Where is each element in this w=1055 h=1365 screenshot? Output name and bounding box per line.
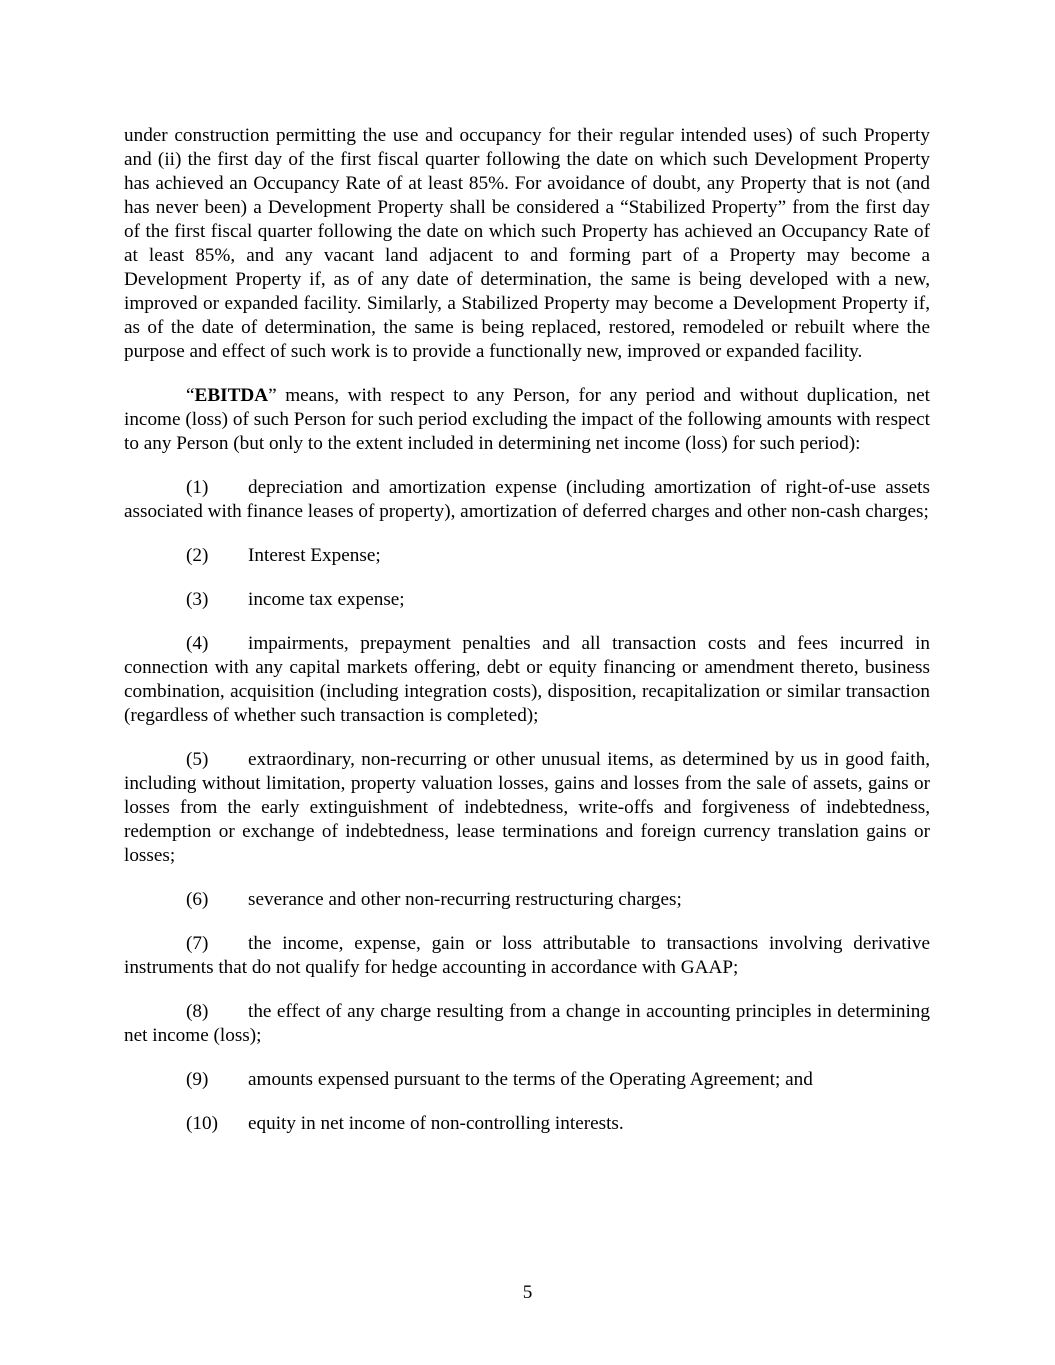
- item-text: the income, expense, gain or loss attributable to transactions involving derivative instruments that do not qualify for hedge accounting in accordance with GAAP;: [124, 933, 930, 978]
- list-item-9: [124, 1068, 930, 1092]
- definition-text: ” means, with respect to any Person, for any period and without duplication, net income (loss) of such Person for such period excluding the impact of the following amounts with respect to any Person (but only to the extent included in determining net income (loss) for such period):: [124, 385, 930, 454]
- item-text: equity in net income of non-controlling interests.: [248, 1113, 624, 1134]
- list-item-7: [124, 932, 930, 980]
- item-number: (7): [186, 933, 209, 954]
- list-item-10: [124, 1112, 930, 1136]
- item-number: (10): [186, 1113, 218, 1134]
- list-item-8: [124, 1000, 930, 1048]
- list-item-2: [124, 544, 930, 568]
- item-number: (6): [186, 889, 209, 910]
- list-item-5: [124, 748, 930, 868]
- item-text: income tax expense;: [248, 589, 405, 610]
- ebitda-definition: [124, 384, 930, 456]
- item-text: depreciation and amortization expense (including amortization of right-of-use assets associated with finance leases of property), amortization of deferred charges and other non-cash charges;: [124, 477, 930, 522]
- definition-paragraph-block: [124, 384, 930, 456]
- document-page: [124, 124, 930, 1136]
- item-number: (9): [186, 1069, 209, 1090]
- item-text: amounts expensed pursuant to the terms of the Operating Agreement; and: [248, 1069, 813, 1090]
- page-number: 5: [522, 1282, 533, 1303]
- item-number: (2): [186, 545, 209, 566]
- list-item-4: [124, 632, 930, 728]
- item-number: (5): [186, 749, 209, 770]
- item-text: Interest Expense;: [248, 545, 381, 566]
- defined-term: EBITDA: [194, 385, 269, 406]
- item-number: (1): [186, 477, 209, 498]
- item-number: (8): [186, 1001, 209, 1022]
- intro-paragraph-block: [124, 124, 930, 364]
- list-item-1: [124, 476, 930, 524]
- item-text: the effect of any charge resulting from a change in accounting principles in determining net income (loss);: [124, 1001, 930, 1046]
- item-text: severance and other non-recurring restructuring charges;: [248, 889, 682, 910]
- list-item-3: [124, 588, 930, 612]
- item-text: impairments, prepayment penalties and all transaction costs and fees incurred in connection with any capital markets offering, debt or equity financing or amendment thereto, business combination, acquisition (including integration costs), disposition, recapitalization or similar transaction (regardless of whether such transaction is completed);: [124, 633, 930, 726]
- item-number: (4): [186, 633, 209, 654]
- item-text: extraordinary, non-recurring or other unusual items, as determined by us in good faith, including without limitation, property valuation losses, gains and losses from the sale of assets, gains or losses from the early extinguishment of indebtedness, write-offs and forgiveness of indebtedness, redemption or exchange of indebtedness, lease terminations and foreign currency translation gains or losses;: [124, 749, 930, 866]
- open-quote: “: [186, 385, 195, 406]
- item-number: (3): [186, 589, 209, 610]
- list-item-6: [124, 888, 930, 912]
- intro-paragraph: under construction permitting the use and occupancy for their regular intended uses) of such Property and (ii) the first day of the first fiscal quarter following the date on which such Development Property has achieved an Occupancy Rate of at least 85%. For avoidance of doubt, any Property that is not (and has never been) a Development Property shall be considered a “Stabilized Property” from the first day of the first fiscal quarter following the date on which such Property has achieved an Occupancy Rate of at least 85%, and any vacant land adjacent to and forming part of a Property may become a Development Property if, as of any date of determination, the same is being developed with a new, improved or expanded facility. Similarly, a Stabilized Property may become a Development Property if, as of the date of determination, the same is being replaced, restored, remodeled or rebuilt where the purpose and effect of such work is to provide a functionally new, improved or expanded facility.: [124, 125, 930, 362]
